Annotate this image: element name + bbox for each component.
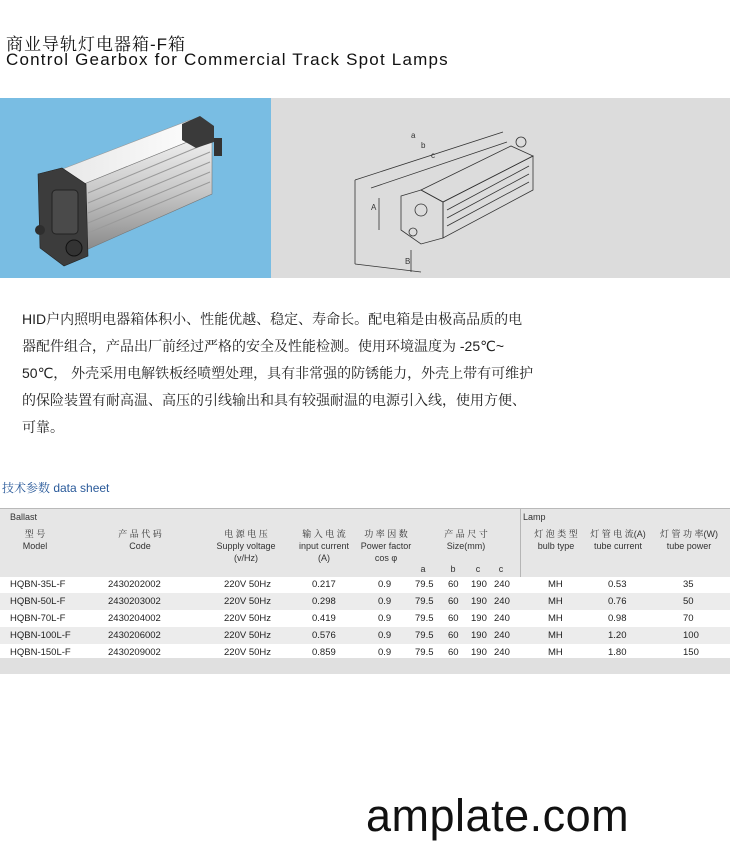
header-size: 产 品 尺 寸 Size(mm) bbox=[444, 529, 488, 551]
table-header bbox=[0, 508, 730, 577]
group-divider bbox=[520, 509, 521, 577]
gearbox-photo-icon bbox=[0, 98, 271, 278]
header-code: 产 品 代 码 Code bbox=[118, 529, 162, 551]
header-tube-power: 灯 管 功 率(W) tube power bbox=[660, 529, 718, 551]
watermark: amplate.com bbox=[366, 790, 630, 841]
product-description bbox=[22, 306, 542, 441]
dim-label-c: c bbox=[431, 151, 435, 160]
data-sheet-label: 技术参数 data sheet bbox=[2, 481, 110, 495]
desc-line: 器配件组合，产品出厂前经过严格的安全及性能检测。使用环境温度为 -25℃~ bbox=[22, 338, 505, 354]
dimension-drawing bbox=[271, 98, 730, 278]
data-sheet-table bbox=[0, 508, 730, 676]
product-photo bbox=[0, 98, 271, 278]
dim-label-a: a bbox=[411, 131, 416, 140]
group-lamp: Lamp bbox=[523, 512, 546, 522]
size-sub-c: c bbox=[475, 564, 481, 574]
size-sub-b: b bbox=[450, 564, 456, 574]
dim-label-B: B bbox=[405, 257, 411, 266]
desc-line: 的保险装置有耐高温、高压的引线输出和具有较强耐温的电源引入线，使用方便、 bbox=[22, 392, 526, 408]
table-row: HQBN-50L-F 2430203002 220V 50Hz 0.298 0.9 79.5 60 190 240 MH 0.76 50 bbox=[0, 593, 730, 610]
header-supply: 电 源 电 压 Supply voltage (v/Hz) bbox=[216, 529, 276, 563]
desc-line: HID户内照明电器箱体积小、性能优越、稳定、寿命长。配电箱是由极高品质的电 bbox=[22, 311, 523, 327]
gearbox-dimension-drawing-icon bbox=[271, 98, 730, 278]
size-sub-a: a bbox=[420, 564, 426, 574]
header-model: 型 号 Model bbox=[22, 529, 48, 551]
header-tube-current: 灯 管 电 流(A) tube current bbox=[590, 529, 646, 551]
table-row: HQBN-150L-F 2430209002 220V 50Hz 0.859 0.9 79.5 60 190 240 MH 1.80 150 bbox=[10, 647, 699, 658]
table-row: HQBN-100L-F 2430206002 220V 50Hz 0.576 0.9 79.5 60 190 240 MH 1.20 100 bbox=[0, 627, 730, 644]
page-title-en: Control Gearbox for Commercial Track Spot Lamps bbox=[6, 50, 449, 69]
desc-line: 可靠。 bbox=[22, 419, 64, 435]
header-input-current: 输 入 电 流 input current (A) bbox=[298, 529, 350, 563]
page-title-cn: 商业导轨灯电器箱-F箱 bbox=[6, 35, 187, 54]
header-power-factor: 功 率 因 数 Power factor cos φ bbox=[360, 529, 412, 563]
header-bulb-type: 灯 泡 类 型 bulb type bbox=[534, 529, 578, 551]
group-ballast: Ballast bbox=[10, 512, 38, 522]
desc-line: 50℃， 外壳采用电解铁板经喷塑处理，具有非常强的防锈能力，外壳上带有可维护 bbox=[22, 365, 534, 381]
table-row: HQBN-35L-F 2430202002 220V 50Hz 0.217 0.9 79.5 60 190 240 MH 0.53 35 bbox=[10, 579, 694, 590]
size-sub-c2: c bbox=[498, 564, 504, 574]
table-row: HQBN-70L-F 2430204002 220V 50Hz 0.419 0.9 79.5 60 190 240 MH 0.98 70 bbox=[10, 613, 694, 624]
table-footer-band bbox=[0, 658, 730, 674]
dim-label-b: b bbox=[421, 141, 426, 150]
dim-label-A: A bbox=[371, 203, 377, 212]
